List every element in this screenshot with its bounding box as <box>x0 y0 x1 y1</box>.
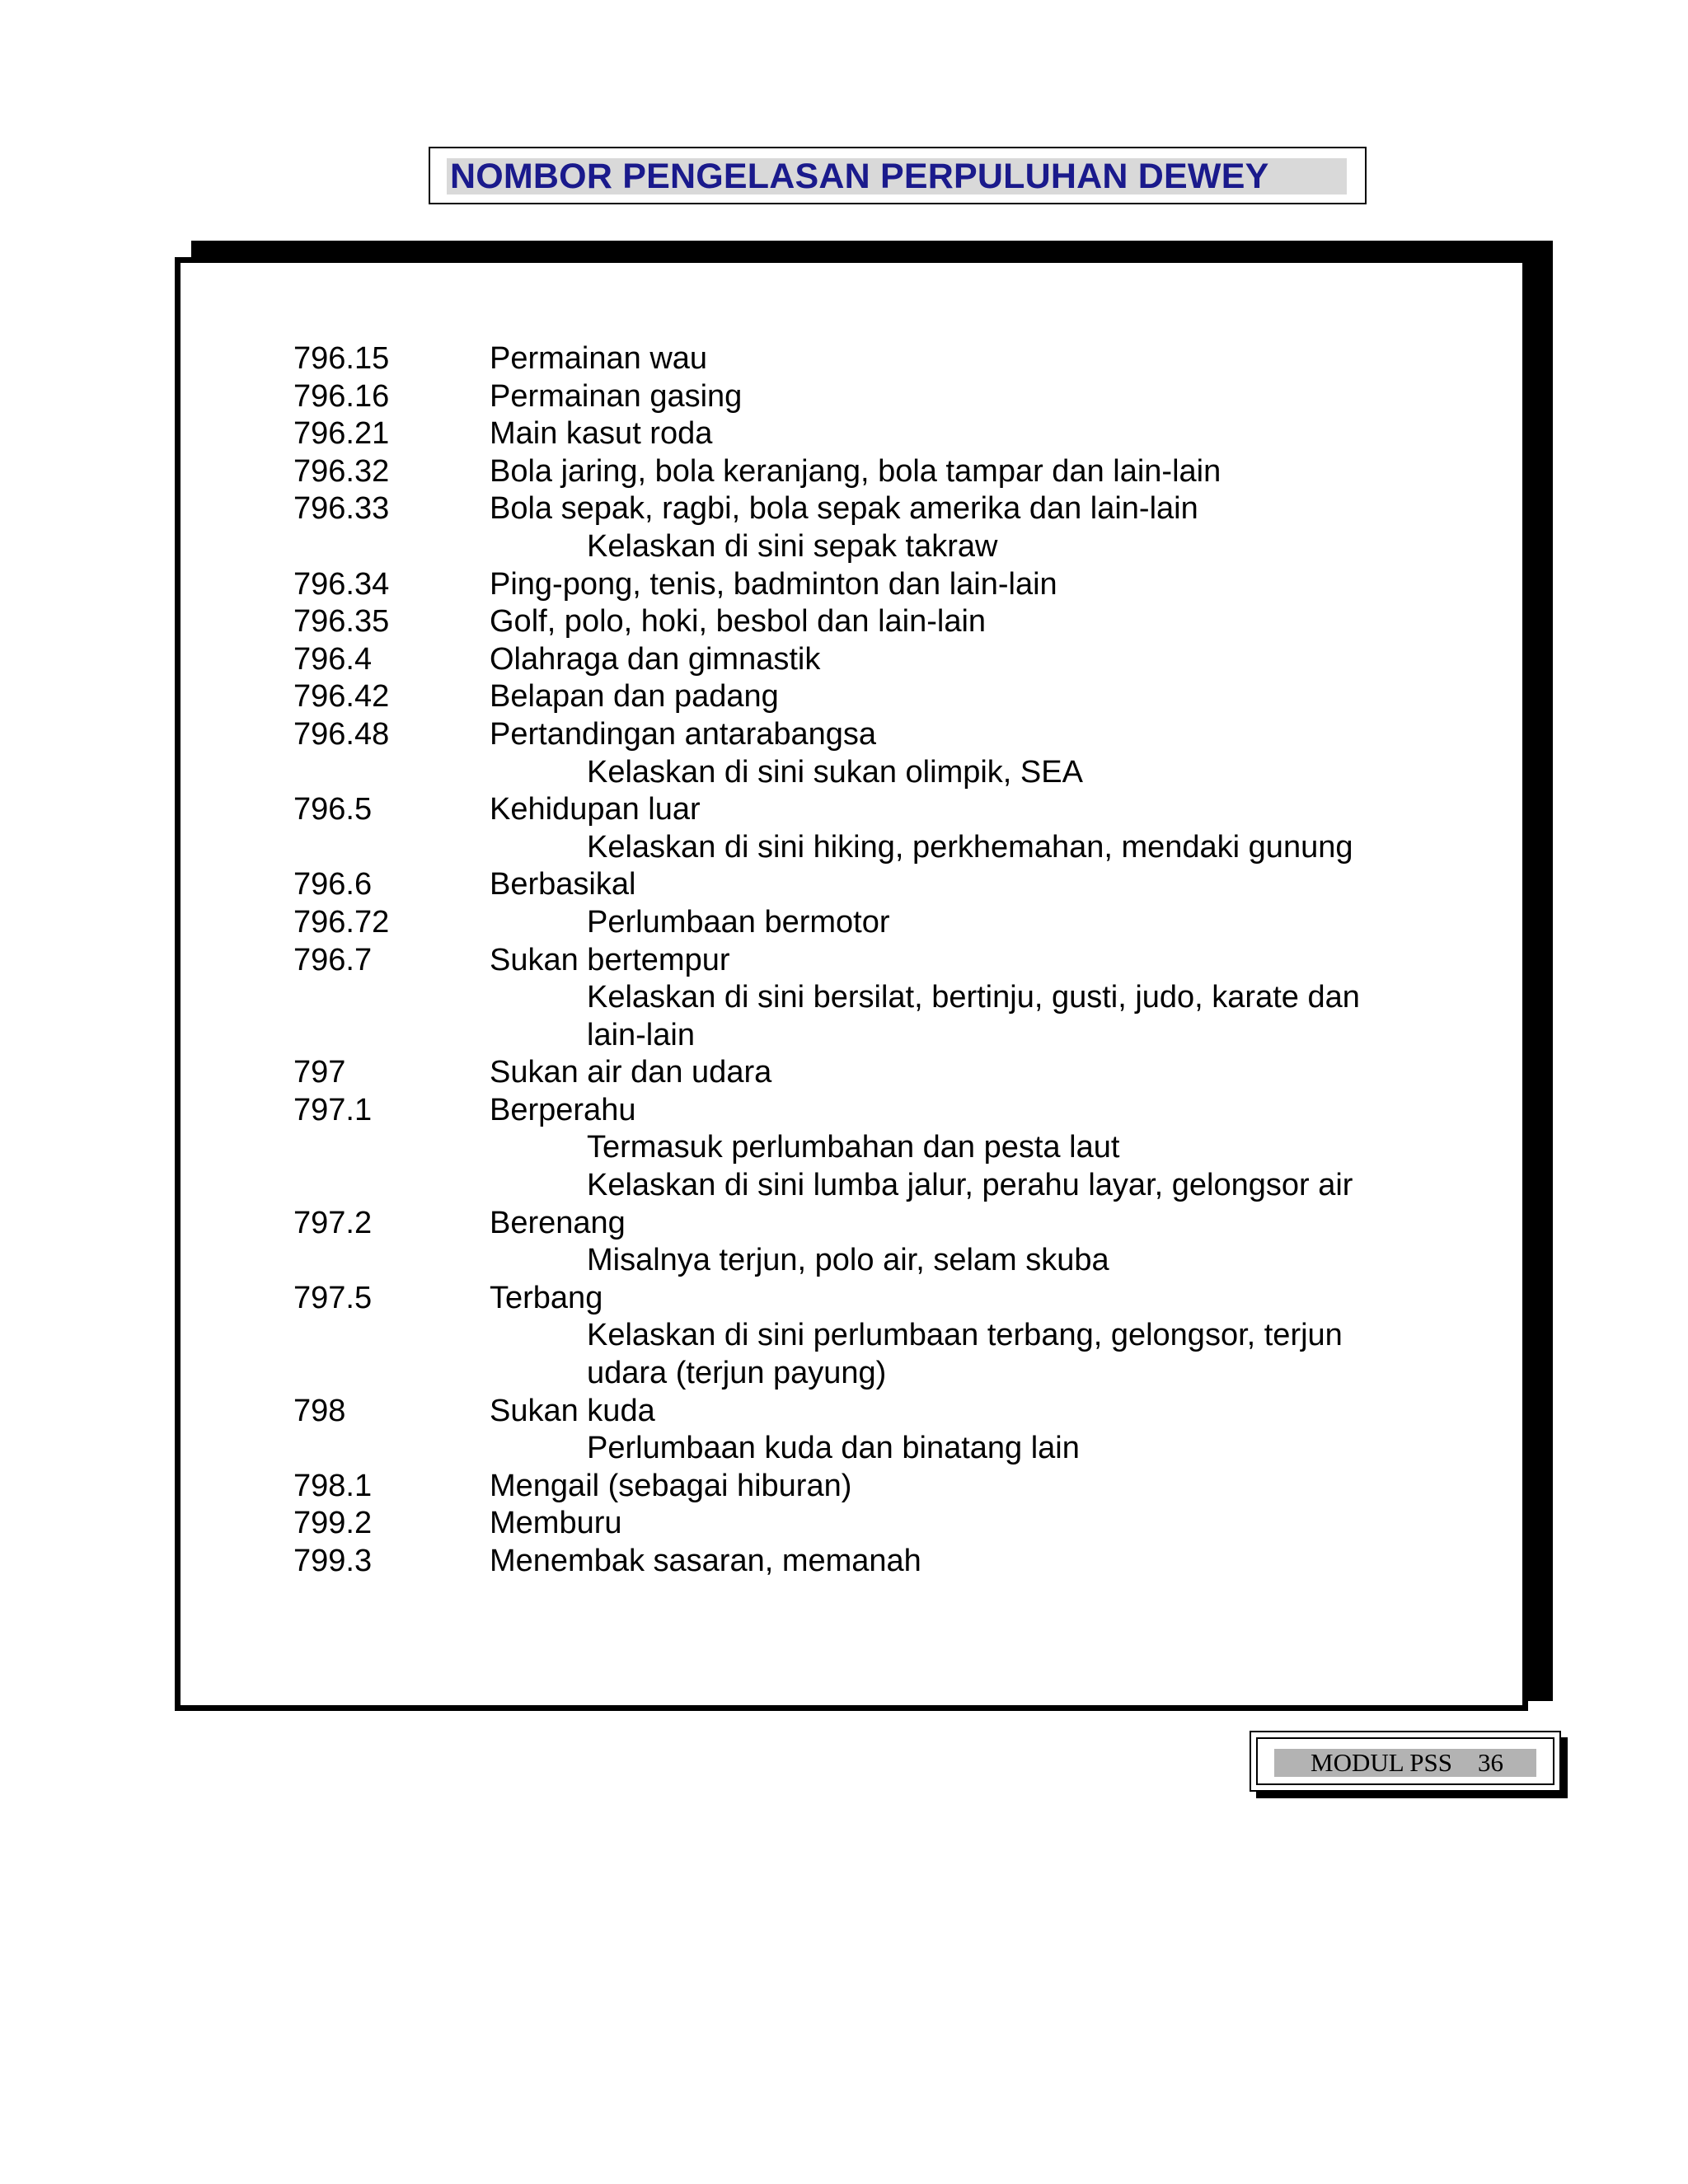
dewey-code: 797.1 <box>293 1092 373 1127</box>
entry-description: Kelaskan di sini bersilat, bertinju, gusti, judo, karate dan <box>587 980 1360 1015</box>
entry-description: Termasuk perlumbahan dan pesta laut <box>587 1130 1120 1165</box>
entry-row <box>293 1393 1489 1431</box>
entry-row <box>293 566 1489 604</box>
entry-note-row <box>293 754 1489 792</box>
entry-description: Misalnya terjun, polo air, selam skuba <box>587 1243 1109 1278</box>
dewey-code: 796.21 <box>293 416 390 452</box>
entry-row <box>293 603 1489 641</box>
dewey-code: 796.48 <box>293 716 390 752</box>
dewey-code <box>293 754 490 792</box>
entry-note-row <box>293 829 1489 867</box>
entry-note-row <box>293 1242 1489 1280</box>
dewey-code: 796.32 <box>293 453 390 489</box>
entry-note-row <box>293 1430 1489 1468</box>
entry-description: Perlumbaan bermotor <box>587 904 890 940</box>
entry-row <box>293 1543 1489 1581</box>
entry-description: Kehidupan luar <box>490 792 701 827</box>
entry-description: Belapan dan padang <box>490 679 779 715</box>
entry-description: Kelaskan di sini hiking, perkhemahan, mendaki gunung <box>587 829 1353 865</box>
entry-row <box>293 1092 1489 1130</box>
dewey-code: 796.33 <box>293 491 390 527</box>
dewey-code: 796.16 <box>293 378 390 414</box>
entry-note-row <box>293 1167 1489 1205</box>
page-title: NOMBOR PENGELASAN PERPULUHAN DEWEY <box>450 157 1269 196</box>
entry-description: Main kasut roda <box>490 416 713 452</box>
title-box <box>429 147 1367 204</box>
entry-row <box>293 716 1489 754</box>
entry-description: Pertandingan antarabangsa <box>490 716 877 752</box>
dewey-code: 796.4 <box>293 641 373 677</box>
entry-row <box>293 340 1489 378</box>
dewey-code: 796.6 <box>293 867 373 902</box>
entry-description: Permainan wau <box>490 341 708 376</box>
dewey-code <box>293 1430 490 1468</box>
dewey-code: 799.2 <box>293 1506 373 1541</box>
entry-description: Sukan kuda <box>490 1393 655 1428</box>
dewey-code: 796.42 <box>293 679 390 715</box>
footer-label: MODUL PSS 36 <box>1311 1748 1503 1777</box>
dewey-code: 798 <box>293 1393 346 1428</box>
dewey-code: 798.1 <box>293 1468 373 1503</box>
entry-row <box>293 678 1489 716</box>
entry-row <box>293 1205 1489 1243</box>
entry-description: Kelaskan di sini lumba jalur, perahu layar, gelongsor air <box>587 1168 1353 1203</box>
dewey-code <box>293 1017 490 1055</box>
entry-note-row <box>293 528 1489 566</box>
entry-row <box>293 1505 1489 1543</box>
entry-description: Perlumbaan kuda dan binatang lain <box>587 1431 1080 1466</box>
dewey-code: 796.7 <box>293 942 373 977</box>
entry-row <box>293 415 1489 453</box>
entry-description: Berenang <box>490 1205 626 1240</box>
dewey-code: 797.2 <box>293 1205 373 1240</box>
dewey-code: 796.15 <box>293 341 390 376</box>
entry-description: Memburu <box>490 1506 622 1541</box>
entry-description: Kelaskan di sini perlumbaan terbang, gelongsor, terjun <box>587 1318 1343 1353</box>
entry-description: Olahraga dan gimnastik <box>490 641 821 677</box>
dewey-code <box>293 979 490 1017</box>
dewey-code <box>293 1317 490 1355</box>
entry-row <box>293 866 1489 904</box>
entry-description: Permainan gasing <box>490 378 743 414</box>
dewey-code: 796.72 <box>293 904 390 940</box>
entry-note-row <box>293 1355 1489 1393</box>
entry-row <box>293 904 1489 942</box>
entry-note-row <box>293 1317 1489 1355</box>
footer-box <box>1250 1731 1561 1792</box>
entry-row <box>293 791 1489 829</box>
entry-description: Menembak sasaran, memanah <box>490 1544 921 1578</box>
entry-description: Mengail (sebagai hiburan) <box>490 1468 852 1503</box>
entry-row <box>293 1054 1489 1092</box>
dewey-code: 797.5 <box>293 1280 373 1315</box>
entry-description: Kelaskan di sini sukan olimpik, SEA <box>587 754 1083 790</box>
dewey-code <box>293 1242 490 1280</box>
entry-row <box>293 1280 1489 1318</box>
entry-row <box>293 942 1489 980</box>
entry-row <box>293 378 1489 416</box>
dewey-code <box>293 829 490 867</box>
entry-description: udara (terjun payung) <box>587 1356 887 1391</box>
entry-row <box>293 641 1489 679</box>
entry-row <box>293 490 1489 528</box>
dewey-code <box>293 1355 490 1393</box>
entry-note-row <box>293 1017 1489 1055</box>
dewey-code <box>293 1129 490 1167</box>
entry-note-row <box>293 1129 1489 1167</box>
dewey-code: 796.35 <box>293 604 390 640</box>
dewey-code <box>293 528 490 566</box>
dewey-code <box>293 1167 490 1205</box>
dewey-code: 799.3 <box>293 1544 373 1578</box>
dewey-code: 797 <box>293 1055 346 1090</box>
entry-row <box>293 1468 1489 1506</box>
entry-description: Bola jaring, bola keranjang, bola tampar dan lain-lain <box>490 453 1221 489</box>
entry-description: Ping-pong, tenis, badminton dan lain-lain <box>490 566 1057 602</box>
dewey-code: 796.5 <box>293 792 373 827</box>
entry-description: Terbang <box>490 1280 603 1315</box>
entry-description: lain-lain <box>587 1017 695 1052</box>
entry-description: Golf, polo, hoki, besbol dan lain-lain <box>490 604 987 640</box>
entry-description: Sukan bertempur <box>490 942 730 977</box>
entry-description: Berbasikal <box>490 867 636 902</box>
dewey-entry-list <box>293 340 1489 1581</box>
entry-description: Sukan air dan udara <box>490 1055 772 1090</box>
dewey-code: 796.34 <box>293 566 390 602</box>
entry-row <box>293 453 1489 491</box>
entry-description: Bola sepak, ragbi, bola sepak amerika dan lain-lain <box>490 491 1198 527</box>
entry-description: Berperahu <box>490 1092 636 1127</box>
entry-description: Kelaskan di sini sepak takraw <box>587 528 998 564</box>
entry-note-row <box>293 979 1489 1017</box>
